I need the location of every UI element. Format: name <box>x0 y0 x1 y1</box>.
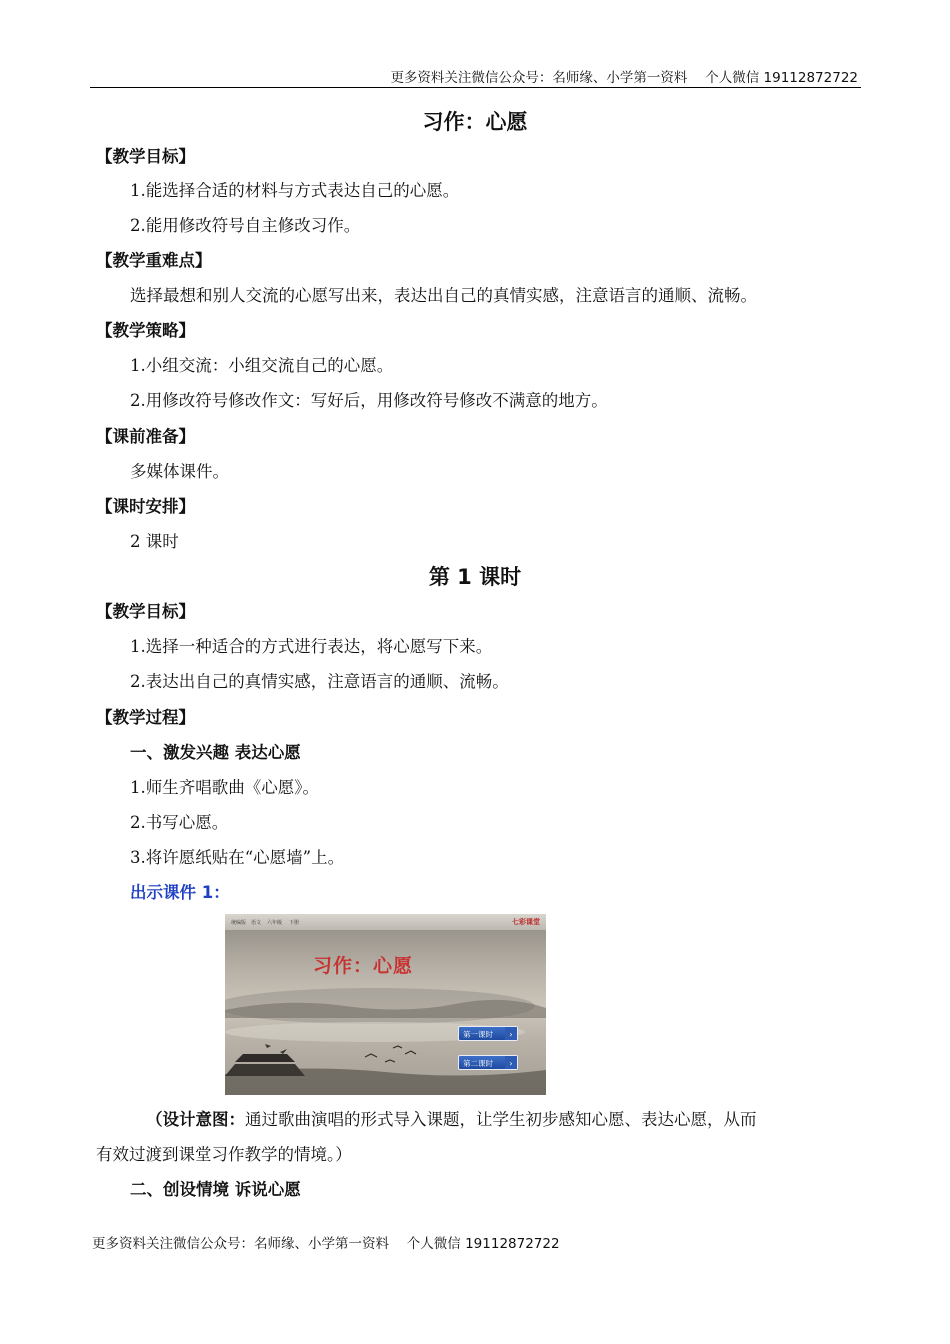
time-text: 2 课时 <box>130 532 179 551</box>
part2-title: 二、创设情境 诉说心愿 <box>130 1180 301 1199</box>
page-footer: 更多资料关注微信公众号：名师缘、小学第一资料 个人微信 19112872722 <box>92 1236 560 1252</box>
lesson-title: 第 1 课时 <box>428 565 522 589</box>
prep-text: 多媒体课件。 <box>130 462 229 481</box>
slide-top-label-2: 语文 <box>251 920 262 926</box>
slide-button-lesson-1-label: 第一课时 <box>463 1030 493 1039</box>
chevron-right-icon: › <box>505 1056 517 1069</box>
lesson-goal-item-1: 1.选择一种适合的方式进行表达，将心愿写下来。 <box>130 637 493 656</box>
goal-heading: 【教学目标】 <box>96 147 195 166</box>
courseware-label: 出示课件 1： <box>130 883 230 902</box>
design-intent-text-1: 通过歌曲演唱的形式导入课题，让学生初步感知心愿、表达心愿，从而 <box>245 1110 757 1129</box>
goal-item-1: 1.能选择合适的材料与方式表达自己的心愿。 <box>130 181 460 200</box>
slide-button-lesson-2 <box>458 1055 518 1070</box>
design-intent-line-1 <box>146 1106 757 1130</box>
document-title: 习作：心愿 <box>422 110 528 134</box>
strategy-item-1: 1.小组交流：小组交流自己的心愿。 <box>130 356 394 375</box>
slide-top-label-4: 下册 <box>289 920 300 926</box>
slide-top-label-3: 六年级 <box>267 920 283 926</box>
time-heading: 【课时安排】 <box>96 497 195 516</box>
part1-title: 一、激发兴趣 表达心愿 <box>130 743 301 762</box>
part1-item-1: 1.师生齐唱歌曲《心愿》。 <box>130 778 319 797</box>
design-intent-label: （设计意图： <box>146 1110 245 1129</box>
lesson-goal-heading: 【教学目标】 <box>96 602 195 621</box>
strategy-heading: 【教学策略】 <box>96 321 195 340</box>
key-text: 选择最想和别人交流的心愿写出来，表达出自己的真情实感，注意语言的通顺、流畅。 <box>130 286 757 305</box>
slide-title: 习作：心愿 <box>313 955 414 977</box>
key-heading: 【教学重难点】 <box>96 251 212 270</box>
design-intent-text-2: 有效过渡到课堂习作教学的情境。） <box>96 1145 352 1164</box>
part1-item-3: 3.将许愿纸贴在“心愿墙”上。 <box>130 848 345 867</box>
slide-brand-logo: 七彩课堂 <box>512 918 540 926</box>
process-heading: 【教学过程】 <box>96 708 195 727</box>
part1-item-2: 2.书写心愿。 <box>130 813 229 832</box>
strategy-item-2: 2.用修改符号修改作文：写好后，用修改符号修改不满意的地方。 <box>130 391 608 410</box>
courseware-slide-image <box>225 914 546 1095</box>
prep-heading: 【课前准备】 <box>96 427 195 446</box>
goal-item-2: 2.能用修改符号自主修改习作。 <box>130 216 361 235</box>
slide-button-lesson-2-label: 第二课时 <box>463 1059 493 1068</box>
chevron-right-icon: › <box>505 1027 517 1040</box>
slide-button-lesson-1 <box>458 1026 518 1041</box>
lesson-goal-item-2: 2.表达出自己的真情实感，注意语言的通顺、流畅。 <box>130 672 509 691</box>
header-divider <box>90 87 861 88</box>
slide-top-label-1: 统编版 <box>231 920 247 926</box>
page-header: 更多资料关注微信公众号：名师缘、小学第一资料 个人微信 19112872722 <box>390 70 858 86</box>
